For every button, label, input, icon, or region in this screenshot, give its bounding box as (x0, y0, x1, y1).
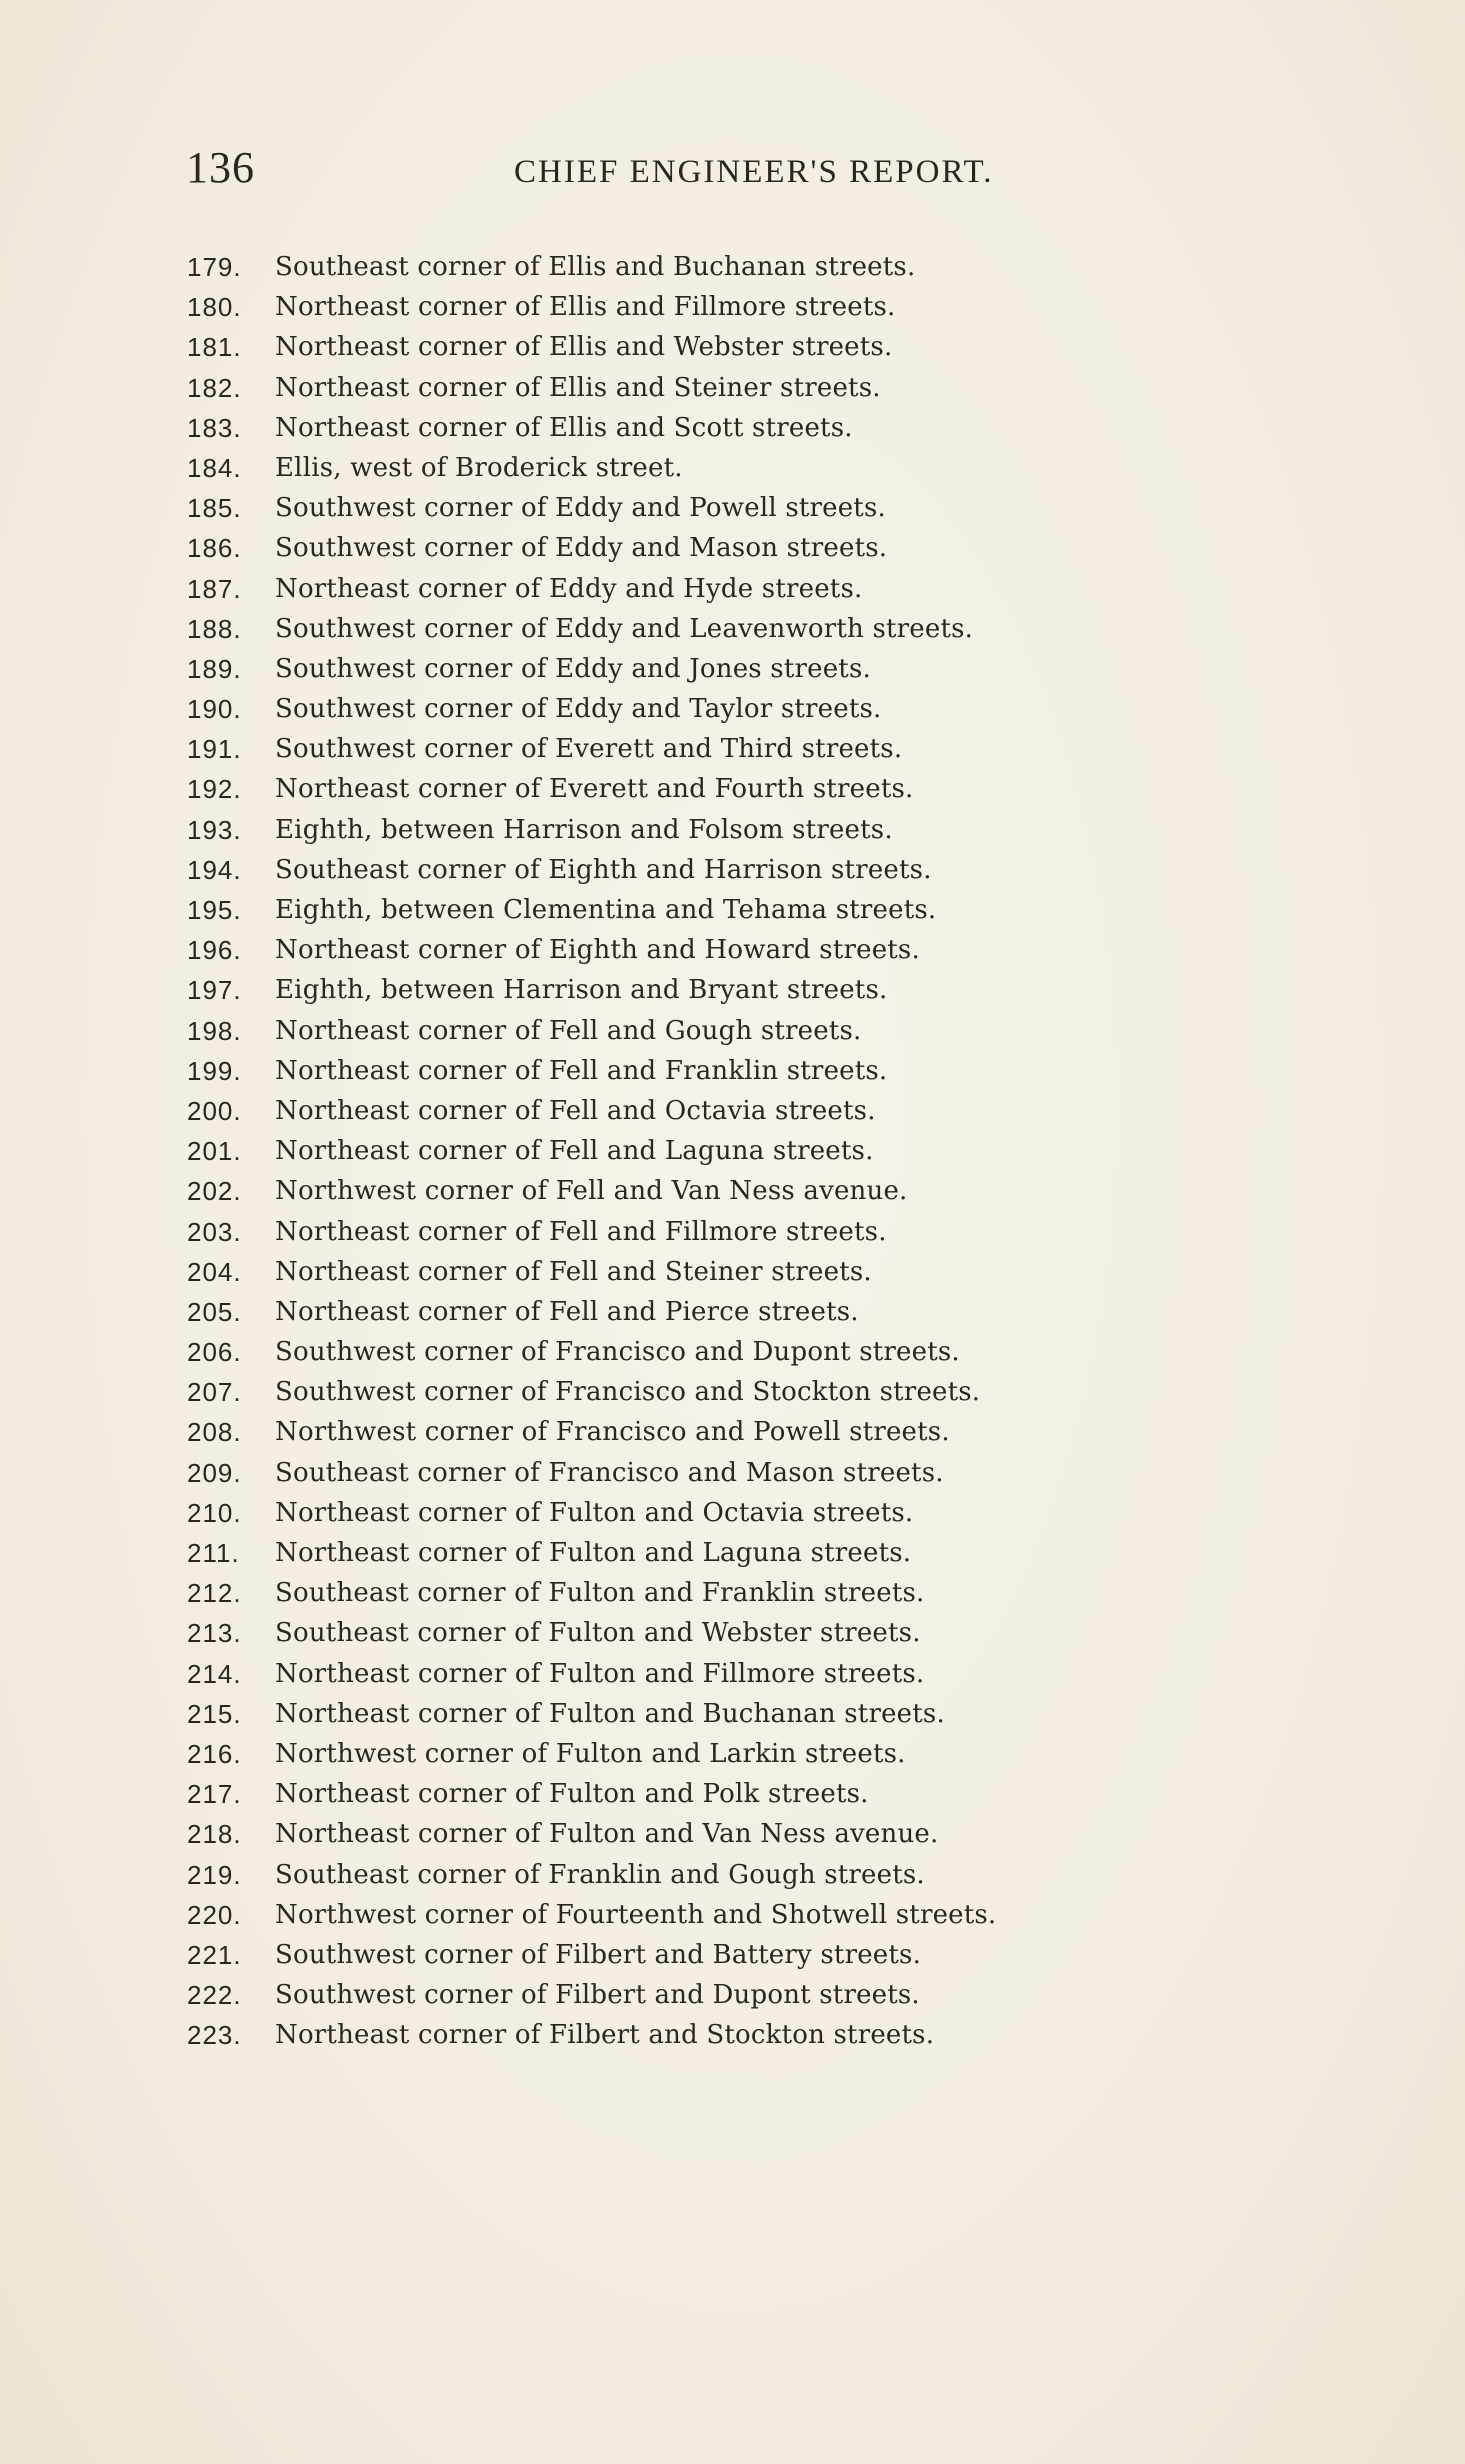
entry-text: Southwest corner of Eddy and Powell streets. (275, 493, 886, 524)
entry-text: Southwest corner of Filbert and Battery streets. (275, 1939, 922, 1970)
entry-number: 205. (187, 1296, 242, 1327)
list-item (187, 1734, 1087, 1774)
list-item (187, 850, 1087, 890)
list-item (187, 1493, 1087, 1533)
list-item (187, 1613, 1087, 1653)
entry-number: 213. (187, 1618, 242, 1649)
list-item (187, 609, 1087, 649)
list-item (187, 1895, 1087, 1935)
list-item (187, 1212, 1087, 1252)
entry-number: 183. (187, 412, 242, 443)
entry-text: Northwest corner of Fell and Van Ness avenue. (275, 1176, 908, 1207)
entry-text: Southwest corner of Everett and Third streets. (275, 734, 903, 765)
entry-number: 179. (187, 252, 242, 282)
entry-text: Northeast corner of Ellis and Fillmore streets. (275, 292, 896, 323)
entry-number: 195. (187, 895, 242, 925)
list-item (187, 1412, 1087, 1452)
entry-text: Southeast corner of Ellis and Buchanan streets. (275, 252, 916, 282)
entry-number: 223. (187, 2020, 242, 2051)
list-item (187, 890, 1087, 930)
list-item (187, 1252, 1087, 1292)
entry-number: 214. (187, 1658, 242, 1689)
entry-text: Northeast corner of Everett and Fourth streets. (275, 774, 914, 805)
entry-text: Northeast corner of Fulton and Buchanan streets. (275, 1698, 945, 1729)
running-head: CHIEF ENGINEER'S REPORT. (514, 154, 994, 190)
entry-text: Northeast corner of Fell and Pierce streets. (275, 1296, 859, 1327)
entry-text: Southeast corner of Francisco and Mason streets. (275, 1457, 944, 1488)
page-header (186, 138, 1016, 198)
list-item (187, 649, 1087, 689)
entry-text: Southwest corner of Filbert and Dupont streets. (275, 1980, 920, 2011)
list-item (187, 569, 1087, 609)
list-item (187, 1131, 1087, 1171)
list-item (187, 689, 1087, 729)
entry-number: 219. (187, 1859, 242, 1890)
entry-text: Southwest corner of Eddy and Mason streets. (275, 533, 888, 564)
list-item (187, 1091, 1087, 1131)
list-item (187, 1533, 1087, 1573)
entry-text: Northeast corner of Fell and Steiner streets. (275, 1256, 872, 1287)
entry-number: 211. (187, 1538, 240, 1568)
entry-number: 181. (187, 332, 242, 363)
entry-number: 188. (187, 613, 242, 644)
entry-text: Northeast corner of Ellis and Webster streets. (275, 332, 893, 363)
entry-number: 208. (187, 1417, 242, 1448)
list-item (187, 2015, 1087, 2055)
list-item (187, 1855, 1087, 1895)
entry-number: 187. (187, 573, 242, 604)
entry-text: Southeast corner of Fulton and Franklin streets. (275, 1578, 925, 1609)
list-item (187, 368, 1087, 408)
list-item (187, 1573, 1087, 1613)
list-item (187, 1694, 1087, 1734)
entry-text: Northeast corner of Fell and Laguna streets. (275, 1136, 874, 1167)
list-item (187, 930, 1087, 970)
list-item (187, 1975, 1087, 2015)
entry-text: Southwest corner of Eddy and Taylor streets. (275, 694, 882, 725)
list-item (187, 448, 1087, 488)
entry-text: Northwest corner of Fulton and Larkin streets. (275, 1738, 906, 1769)
entry-number: 182. (187, 372, 242, 403)
entry-number: 217. (187, 1779, 242, 1810)
list-item (187, 1654, 1087, 1694)
entry-text: Northeast corner of Fell and Octavia streets. (275, 1095, 876, 1126)
location-list (187, 247, 1087, 2055)
list-item (187, 287, 1087, 327)
entry-number: 192. (187, 774, 242, 805)
entry-number: 216. (187, 1738, 242, 1769)
entry-number: 202. (187, 1176, 242, 1207)
entry-text: Ellis, west of Broderick street. (275, 452, 683, 483)
entry-number: 215. (187, 1698, 242, 1729)
entry-text: Northwest corner of Francisco and Powell streets. (275, 1417, 950, 1448)
entry-number: 185. (187, 493, 242, 524)
entry-text: Southeast corner of Fulton and Webster streets. (275, 1618, 921, 1649)
entry-text: Southeast corner of Franklin and Gough streets. (275, 1859, 925, 1890)
list-item (187, 769, 1087, 809)
entry-text: Northeast corner of Fulton and Polk streets. (275, 1779, 869, 1810)
entry-number: 198. (187, 1015, 242, 1046)
entry-text: Southwest corner of Eddy and Leavenworth streets. (275, 613, 974, 644)
entry-number: 207. (187, 1377, 242, 1408)
list-item (187, 1372, 1087, 1412)
entry-number: 186. (187, 533, 242, 564)
entry-text: Northeast corner of Fell and Franklin streets. (275, 1055, 888, 1086)
entry-number: 204. (187, 1256, 242, 1287)
list-item (187, 488, 1087, 528)
entry-text: Northeast corner of Fulton and Fillmore streets. (275, 1658, 925, 1689)
entry-number: 206. (187, 1337, 242, 1368)
entry-number: 190. (187, 694, 242, 725)
list-item (187, 327, 1087, 367)
entry-number: 220. (187, 1899, 242, 1930)
entry-number: 218. (187, 1819, 242, 1850)
entry-number: 199. (187, 1055, 242, 1086)
list-item (187, 1332, 1087, 1372)
entry-text: Southeast corner of Eighth and Harrison streets. (275, 854, 932, 885)
list-item (187, 408, 1087, 448)
entry-number: 222. (187, 1980, 242, 2011)
entry-number: 201. (187, 1136, 242, 1167)
entry-number: 193. (187, 814, 242, 845)
entry-text: Eighth, between Clementina and Tehama streets. (275, 895, 937, 925)
entry-text: Northeast corner of Eighth and Howard streets. (275, 935, 920, 966)
list-item (187, 1935, 1087, 1975)
entry-number: 194. (187, 854, 242, 885)
list-item (187, 1774, 1087, 1814)
list-item (187, 247, 1087, 287)
entry-text: Northeast corner of Ellis and Steiner streets. (275, 372, 881, 403)
entry-number: 196. (187, 935, 242, 966)
entry-text: Northeast corner of Fell and Fillmore streets. (275, 1216, 887, 1247)
entry-number: 212. (187, 1578, 242, 1609)
list-item (187, 1292, 1087, 1332)
list-item (187, 1051, 1087, 1091)
entry-number: 197. (187, 975, 242, 1006)
entry-text: Northwest corner of Fourteenth and Shotwell streets. (275, 1899, 997, 1930)
entry-text: Eighth, between Harrison and Bryant streets. (275, 975, 888, 1006)
entry-text: Southwest corner of Francisco and Stockton streets. (275, 1377, 981, 1408)
list-item (187, 1011, 1087, 1051)
list-item (187, 1453, 1087, 1493)
list-item (187, 1814, 1087, 1854)
list-item (187, 810, 1087, 850)
entry-text: Northeast corner of Filbert and Stockton streets. (275, 2020, 935, 2051)
entry-text: Northeast corner of Fulton and Octavia streets. (275, 1497, 914, 1528)
entry-text: Southwest corner of Eddy and Jones streets. (275, 653, 871, 684)
entry-number: 209. (187, 1457, 242, 1488)
entry-number: 189. (187, 653, 242, 684)
page-number: 136 (186, 143, 255, 192)
entry-number: 184. (187, 452, 242, 483)
list-item (187, 528, 1087, 568)
entry-text: Northeast corner of Ellis and Scott streets. (275, 412, 853, 443)
list-item (187, 1171, 1087, 1211)
list-item (187, 970, 1087, 1010)
entry-number: 221. (187, 1939, 242, 1970)
entry-text: Northeast corner of Eddy and Hyde streets. (275, 573, 863, 604)
entry-text: Eighth, between Harrison and Folsom streets. (275, 814, 893, 845)
entry-text: Northeast corner of Fell and Gough streets. (275, 1015, 862, 1046)
list-item (187, 729, 1087, 769)
entry-number: 191. (187, 734, 242, 765)
entry-number: 203. (187, 1216, 242, 1247)
entry-number: 210. (187, 1497, 242, 1528)
entry-number: 200. (187, 1095, 242, 1126)
entry-text: Southwest corner of Francisco and Dupont streets. (275, 1337, 960, 1368)
entry-text: Northeast corner of Fulton and Laguna streets. (275, 1538, 912, 1568)
entry-text: Northeast corner of Fulton and Van Ness avenue. (275, 1819, 939, 1850)
entry-number: 180. (187, 292, 242, 323)
